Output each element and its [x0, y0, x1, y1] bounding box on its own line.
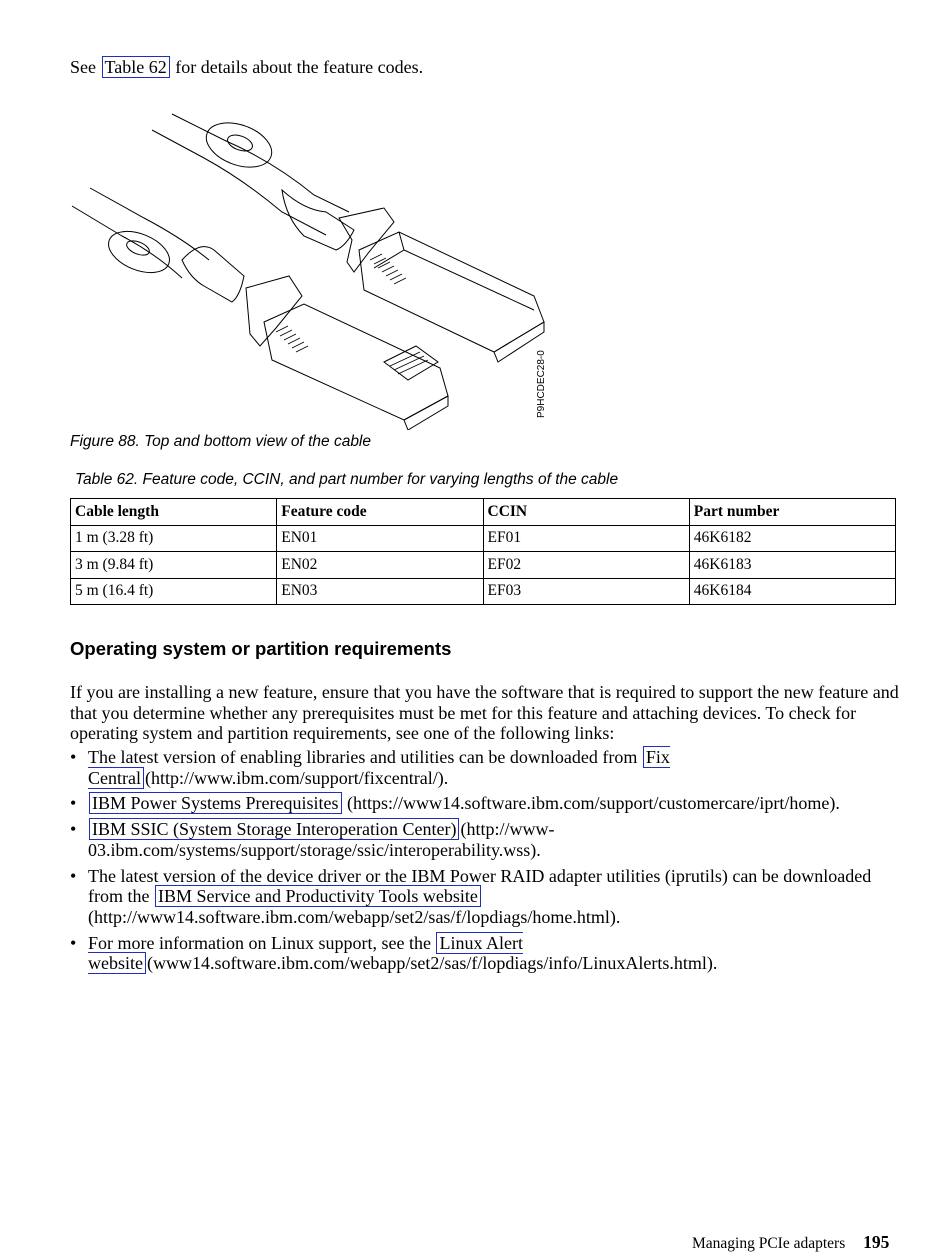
page-number: 195: [863, 1232, 890, 1252]
intro-prefix: See: [70, 57, 96, 77]
bullet: •: [70, 865, 77, 886]
fix-central-link[interactable]: Fix Central: [88, 747, 670, 788]
cell-cable-length: 3 m (9.84 ft): [71, 552, 277, 579]
cell-part-number: 46K6183: [689, 552, 895, 579]
list-item: [70, 793, 900, 814]
item-text-after: (www14.software.ibm.com/webapp/set2/sas/f/lopdiags/info/LinuxAlerts.html).: [146, 953, 718, 974]
cell-feature-code: EN03: [277, 578, 483, 605]
bullet: •: [70, 819, 77, 840]
header-feature-code: Feature code: [277, 499, 483, 526]
linux-alert-link[interactable]: Linux Alert website: [88, 932, 523, 974]
cell-feature-code: EN01: [277, 525, 483, 552]
lower-cable-bottom-edge: [72, 206, 182, 278]
table-row: [71, 578, 896, 605]
requirements-link-list: [70, 747, 900, 979]
bullet: •: [70, 932, 77, 953]
page-footer: [692, 1232, 889, 1253]
footer-section-title: Managing PCIe adapters: [692, 1235, 846, 1252]
upper-connector-body: [359, 232, 544, 352]
lower-cable-top-edge: [90, 188, 209, 260]
item-text-after: (http://www-03.ibm.com/systems/support/storage/ssic/interoperability.wss).: [88, 819, 555, 860]
item-text-before: The latest version of enabling libraries and utilities can be downloaded from: [88, 747, 638, 767]
lower-connector-body: [264, 304, 448, 420]
list-item: [70, 866, 900, 928]
table-row: [71, 525, 896, 552]
intro-line: [70, 55, 423, 79]
item-text-after: (http://www.ibm.com/support/fixcentral/).: [144, 767, 449, 788]
item-text-before: The latest version of the device driver or the IBM Power RAID adapter utilities (iprutils) can be downloaded from the: [88, 865, 872, 907]
cell-cable-length: 1 m (3.28 ft): [71, 525, 277, 552]
cell-cable-length: 5 m (16.4 ft): [71, 578, 277, 605]
upper-cable-top-edge: [172, 114, 349, 212]
item-text-after: (http://www14.software.ibm.com/webapp/set2/sas/f/lopdiags/home.html).: [88, 906, 621, 927]
cable-illustration: [64, 100, 564, 430]
cell-ccin: EF02: [483, 552, 689, 579]
cell-ccin: EF03: [483, 578, 689, 605]
cell-ccin: EF01: [483, 525, 689, 552]
upper-connector-latch: [339, 208, 394, 272]
upper-pull-tab-ring: [200, 115, 278, 176]
table-caption: Table 62. Feature code, CCIN, and part number for varying lengths of the cable: [75, 471, 619, 488]
list-item: [70, 933, 900, 974]
service-productivity-tools-link[interactable]: IBM Service and Productivity Tools website: [155, 885, 481, 907]
upper-boot: [282, 190, 354, 250]
bullet: •: [70, 747, 77, 767]
lower-pull-tab-hole: [125, 238, 152, 258]
section-paragraph: If you are installing a new feature, ensure that you have the software that is required to support the new feature and that you determine whether any prerequisites must be met for this feature and attaching devices. To check for operating system and partition requirements, see one of the following links:: [70, 682, 899, 744]
lower-boot: [182, 247, 244, 302]
cable-figure: [64, 100, 564, 430]
header-part-number: Part number: [689, 499, 895, 526]
table-62-link[interactable]: Table 62: [102, 56, 170, 78]
bullet: •: [70, 793, 77, 814]
upper-cable-bottom-edge: [152, 130, 326, 235]
cell-feature-code: EN02: [277, 552, 483, 579]
lower-pull-tab-ring: [103, 223, 176, 280]
cell-part-number: 46K6182: [689, 525, 895, 552]
list-item: [70, 819, 900, 860]
item-text-before: For more information on Linux support, see the: [88, 932, 431, 953]
cell-part-number: 46K6184: [689, 578, 895, 605]
header-cable-length: Cable length: [71, 499, 277, 526]
figure-caption: Figure 88. Top and bottom view of the cable: [70, 433, 372, 450]
table-header-row: [71, 499, 896, 526]
figure-code-label: P9HCDEC28-0: [536, 350, 547, 418]
ibm-ssic-link[interactable]: IBM SSIC (System Storage Interoperation Center): [89, 818, 459, 840]
item-text-after: (https://www14.software.ibm.com/support/customercare/iprt/home).: [347, 793, 840, 814]
table-row: [71, 552, 896, 579]
list-item: [70, 747, 900, 788]
feature-code-table: [70, 498, 896, 605]
power-systems-prerequisites-link[interactable]: IBM Power Systems Prerequisites: [89, 792, 342, 814]
upper-connector-ridges: [370, 254, 406, 284]
lower-connector-ridges: [276, 326, 428, 374]
header-ccin: CCIN: [483, 499, 689, 526]
lower-connector-face: [404, 396, 448, 430]
intro-suffix: for details about the feature codes.: [175, 57, 424, 77]
section-heading: Operating system or partition requirements: [70, 638, 452, 659]
